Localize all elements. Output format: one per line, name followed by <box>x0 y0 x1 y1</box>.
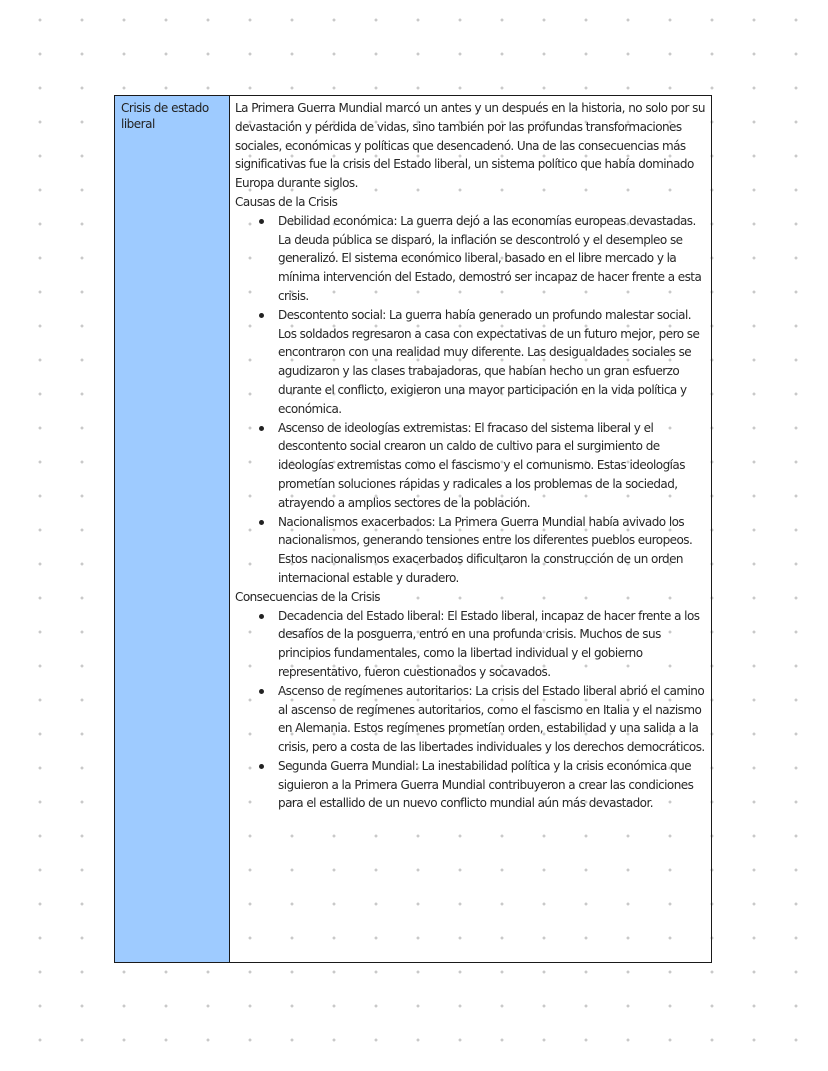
term-cell <box>115 96 230 962</box>
notes-table <box>114 95 712 963</box>
consequences-heading: Consecuencias de la Crisis <box>235 589 381 604</box>
intro-paragraph: La Primera Guerra Mundial marcó un antes y un después en la historia, no solo por su devastación y pérdida de vidas, sino también por las profundas transformaciones sociales, económicas y políticas que desencadenó. Una de las consecuencias más significativas fue la crisis del Estado liberal, un sistema político que había dominado Europa durante siglos. <box>235 101 705 191</box>
list-item: Descontento social: La guerra había generado un profundo malestar social. Los soldados regresaron a casa con expectativas de un futuro mejor, pero se encontraron con una realidad muy diferente. Las desigualdades sociales se agudizaron y las clases trabajadoras, que habían hecho un gran esfuerzo durante el conflicto, exigieron una mayor participación en la vida política y económica. <box>278 306 707 419</box>
list-item: Ascenso de regímenes autoritarios: La crisis del Estado liberal abrió el camino al ascenso de regímenes autoritarios, como el fascismo en Italia y el nazismo en Alemania. Estos regímenes prometían orden, estabilidad y una salida a la crisis, pero a costa de las libertades individuales y los derechos democráticos. <box>278 682 707 757</box>
list-item: Debilidad económica: La guerra dejó a las economías europeas devastadas. La deuda pública se disparó, la inflación se descontroló y el desempleo se generalizó. El sistema económico liberal, basado en el libre mercado y la mínima intervención del Estado, demostró ser incapaz de hacer frente a esta crisis. <box>278 212 707 306</box>
consequences-list <box>235 607 707 814</box>
term-label: Crisis de estado liberal <box>121 101 209 131</box>
list-item: Nacionalismos exacerbados: La Primera Guerra Mundial había avivado los nacionalismos, generando tensiones entre los diferentes pueblos europeos. Estos nacionalismos exacerbados dificultaron la construcción de un orden internacional estable y duradero. <box>278 513 707 588</box>
list-item: Decadencia del Estado liberal: El Estado liberal, incapaz de hacer frente a los desafíos de la posguerra, entró en una profunda crisis. Muchos de sus principios fundamentales, como la libertad individual y el gobierno representativo, fueron cuestionados y socavados. <box>278 607 707 682</box>
causes-list <box>235 212 707 588</box>
content-cell <box>230 96 711 962</box>
list-item: Segunda Guerra Mundial: La inestabilidad política y la crisis económica que siguieron a la Primera Guerra Mundial contribuyeron a crear las condiciones para el estallido de un nuevo conflicto mundial aún más devastador. <box>278 757 707 813</box>
causes-heading: Causas de la Crisis <box>235 194 338 209</box>
list-item: Ascenso de ideologías extremistas: El fracaso del sistema liberal y el descontento social crearon un caldo de cultivo para el surgimiento de ideologías extremistas como el fascismo y el comunismo. Estas ideologías prometían soluciones rápidas y radicales a los problemas de la sociedad, atrayendo a amplios sectores de la población. <box>278 419 707 513</box>
